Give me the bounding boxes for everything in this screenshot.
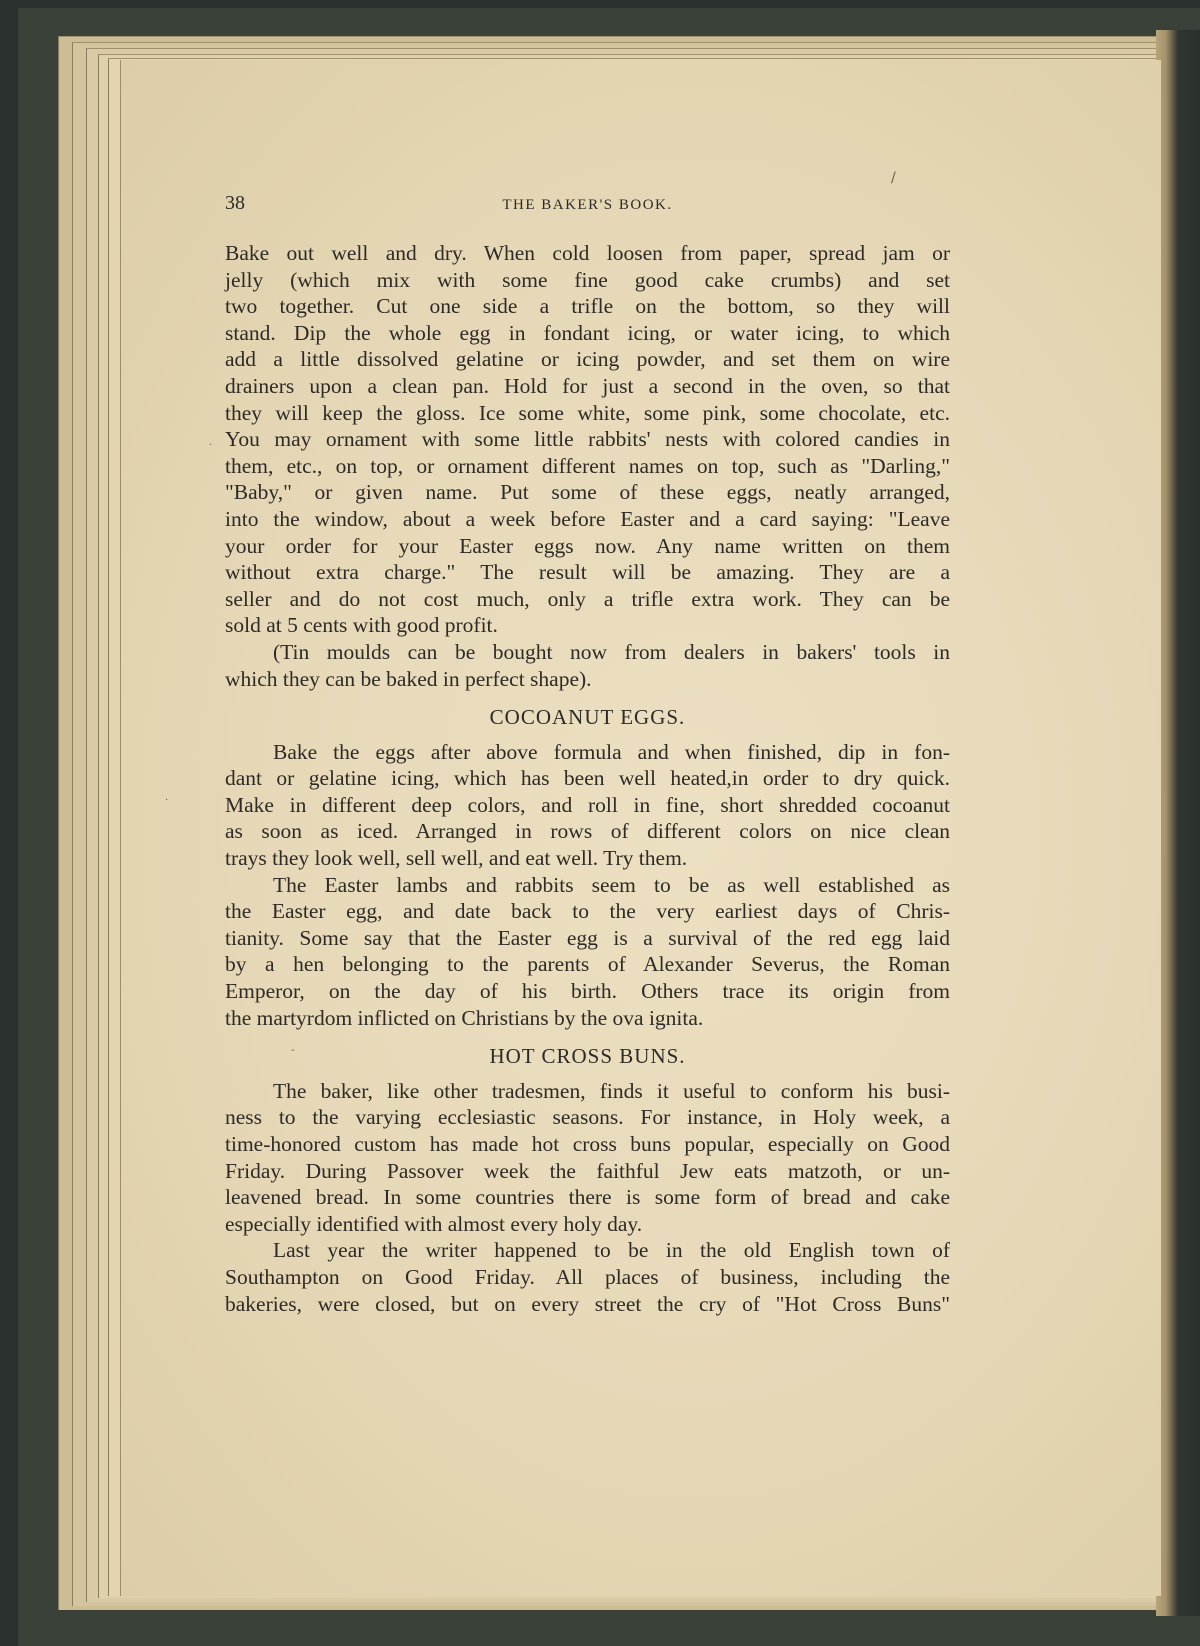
text-line: they will keep the gloss. Ice some white, some pink, some chocolate, etc. bbox=[225, 400, 950, 425]
speck: · bbox=[165, 795, 169, 806]
text-line: You may ornament with some little rabbits' nests with colored candies in bbox=[225, 427, 950, 452]
text-line: by a hen belonging to the parents of Alexander Severus, the Roman bbox=[225, 952, 950, 977]
paragraph bbox=[225, 240, 950, 639]
text-line: dant or gelatine icing, which has been well heated,in order to dry quick. bbox=[225, 766, 950, 791]
text-line: seller and do not cost much, only a trifle extra work. They can be bbox=[225, 586, 950, 611]
book-spine-edge bbox=[1156, 30, 1200, 1616]
text-line: drainers upon a clean pan. Hold for just a second in the oven, so that bbox=[225, 373, 950, 398]
text-line: without extra charge." The result will be amazing. They are a bbox=[225, 560, 950, 585]
text-line: the martyrdom inflicted on Christians by the ova ignita. bbox=[225, 1005, 704, 1030]
text-line: into the window, about a week before Easter and a card saying: "Leave bbox=[225, 506, 950, 531]
text-line: ness to the varying ecclesiastic seasons. For instance, in Holy week, a bbox=[225, 1105, 950, 1130]
text-line: especially identified with almost every holy day. bbox=[225, 1211, 643, 1236]
text-line: your order for your Easter eggs now. Any name written on them bbox=[225, 533, 950, 558]
text-line: sold at 5 cents with good profit. bbox=[225, 613, 498, 638]
paragraph bbox=[225, 872, 950, 1032]
text-line: The Easter lambs and rabbits seem to be as well established as bbox=[273, 872, 950, 897]
text-line: Bake out well and dry. When cold loosen from paper, spread jam or bbox=[225, 241, 950, 265]
text-line: Last year the writer happened to be in the old English town of bbox=[273, 1238, 950, 1263]
text-line: trays they look well, sell well, and eat well. Try them. bbox=[225, 846, 688, 871]
text-line: jelly (which mix with some fine good cake crumbs) and set bbox=[225, 267, 950, 292]
page-content bbox=[225, 190, 950, 1317]
running-head: THE BAKER'S BOOK. bbox=[502, 197, 673, 213]
text-line: tianity. Some say that the Easter egg is a survival of the red egg laid bbox=[225, 925, 950, 950]
text-line: (Tin moulds can be bought now from dealers in bakers' tools in bbox=[273, 639, 950, 664]
text-line: bakeries, were closed, but on every street the cry of "Hot Cross Buns" bbox=[225, 1291, 950, 1316]
text-line: two together. Cut one side a trifle on the bottom, so they will bbox=[225, 294, 950, 319]
text-line: leavened bread. In some countries there is some form of bread and cake bbox=[225, 1185, 950, 1210]
text-line: stand. Dip the whole egg in fondant icing, or water icing, to which bbox=[225, 320, 950, 345]
text-line: Bake the eggs after above formula and when finished, dip in fon- bbox=[273, 739, 950, 764]
text-line: Southampton on Good Friday. All places of business, including the bbox=[225, 1264, 950, 1289]
pencil-mark: / bbox=[891, 170, 896, 186]
text-line: "Baby," or given name. Put some of these eggs, neatly arranged, bbox=[225, 480, 950, 505]
speck: · bbox=[209, 440, 213, 451]
text-line: Emperor, on the day of his birth. Others trace its origin from bbox=[225, 979, 950, 1004]
page-header bbox=[225, 190, 950, 220]
page-number: 38 bbox=[225, 192, 245, 214]
text-line: The baker, like other tradesmen, finds it useful to conform his busi- bbox=[273, 1078, 950, 1103]
text-line: them, etc., on top, or ornament different names on top, such as "Darling," bbox=[225, 453, 950, 478]
paragraph bbox=[225, 639, 950, 692]
text-line: time-honored custom has made hot cross buns popular, especially on Good bbox=[225, 1132, 950, 1156]
text-line: as soon as iced. Arranged in rows of different colors on nice clean bbox=[225, 819, 950, 844]
section-heading-cocoanut-eggs: COCOANUT EGGS. bbox=[489, 705, 686, 730]
text-line: the Easter egg, and date back to the very earliest days of Chris- bbox=[225, 899, 950, 924]
speck: - bbox=[291, 1045, 295, 1056]
paragraph bbox=[225, 1237, 950, 1317]
paragraph bbox=[225, 1078, 950, 1238]
text-line: Make in different deep colors, and roll in fine, short shredded cocoanut bbox=[225, 792, 950, 817]
section-heading-hot-cross-buns: HOT CROSS BUNS. bbox=[489, 1044, 686, 1069]
text-line: add a little dissolved gelatine or icing powder, and set them on wire bbox=[225, 347, 950, 372]
paragraph bbox=[225, 739, 950, 872]
text-line: which they can be baked in perfect shape). bbox=[225, 666, 592, 691]
text-line: Friday. During Passover week the faithful Jew eats matzoth, or un- bbox=[225, 1158, 950, 1183]
